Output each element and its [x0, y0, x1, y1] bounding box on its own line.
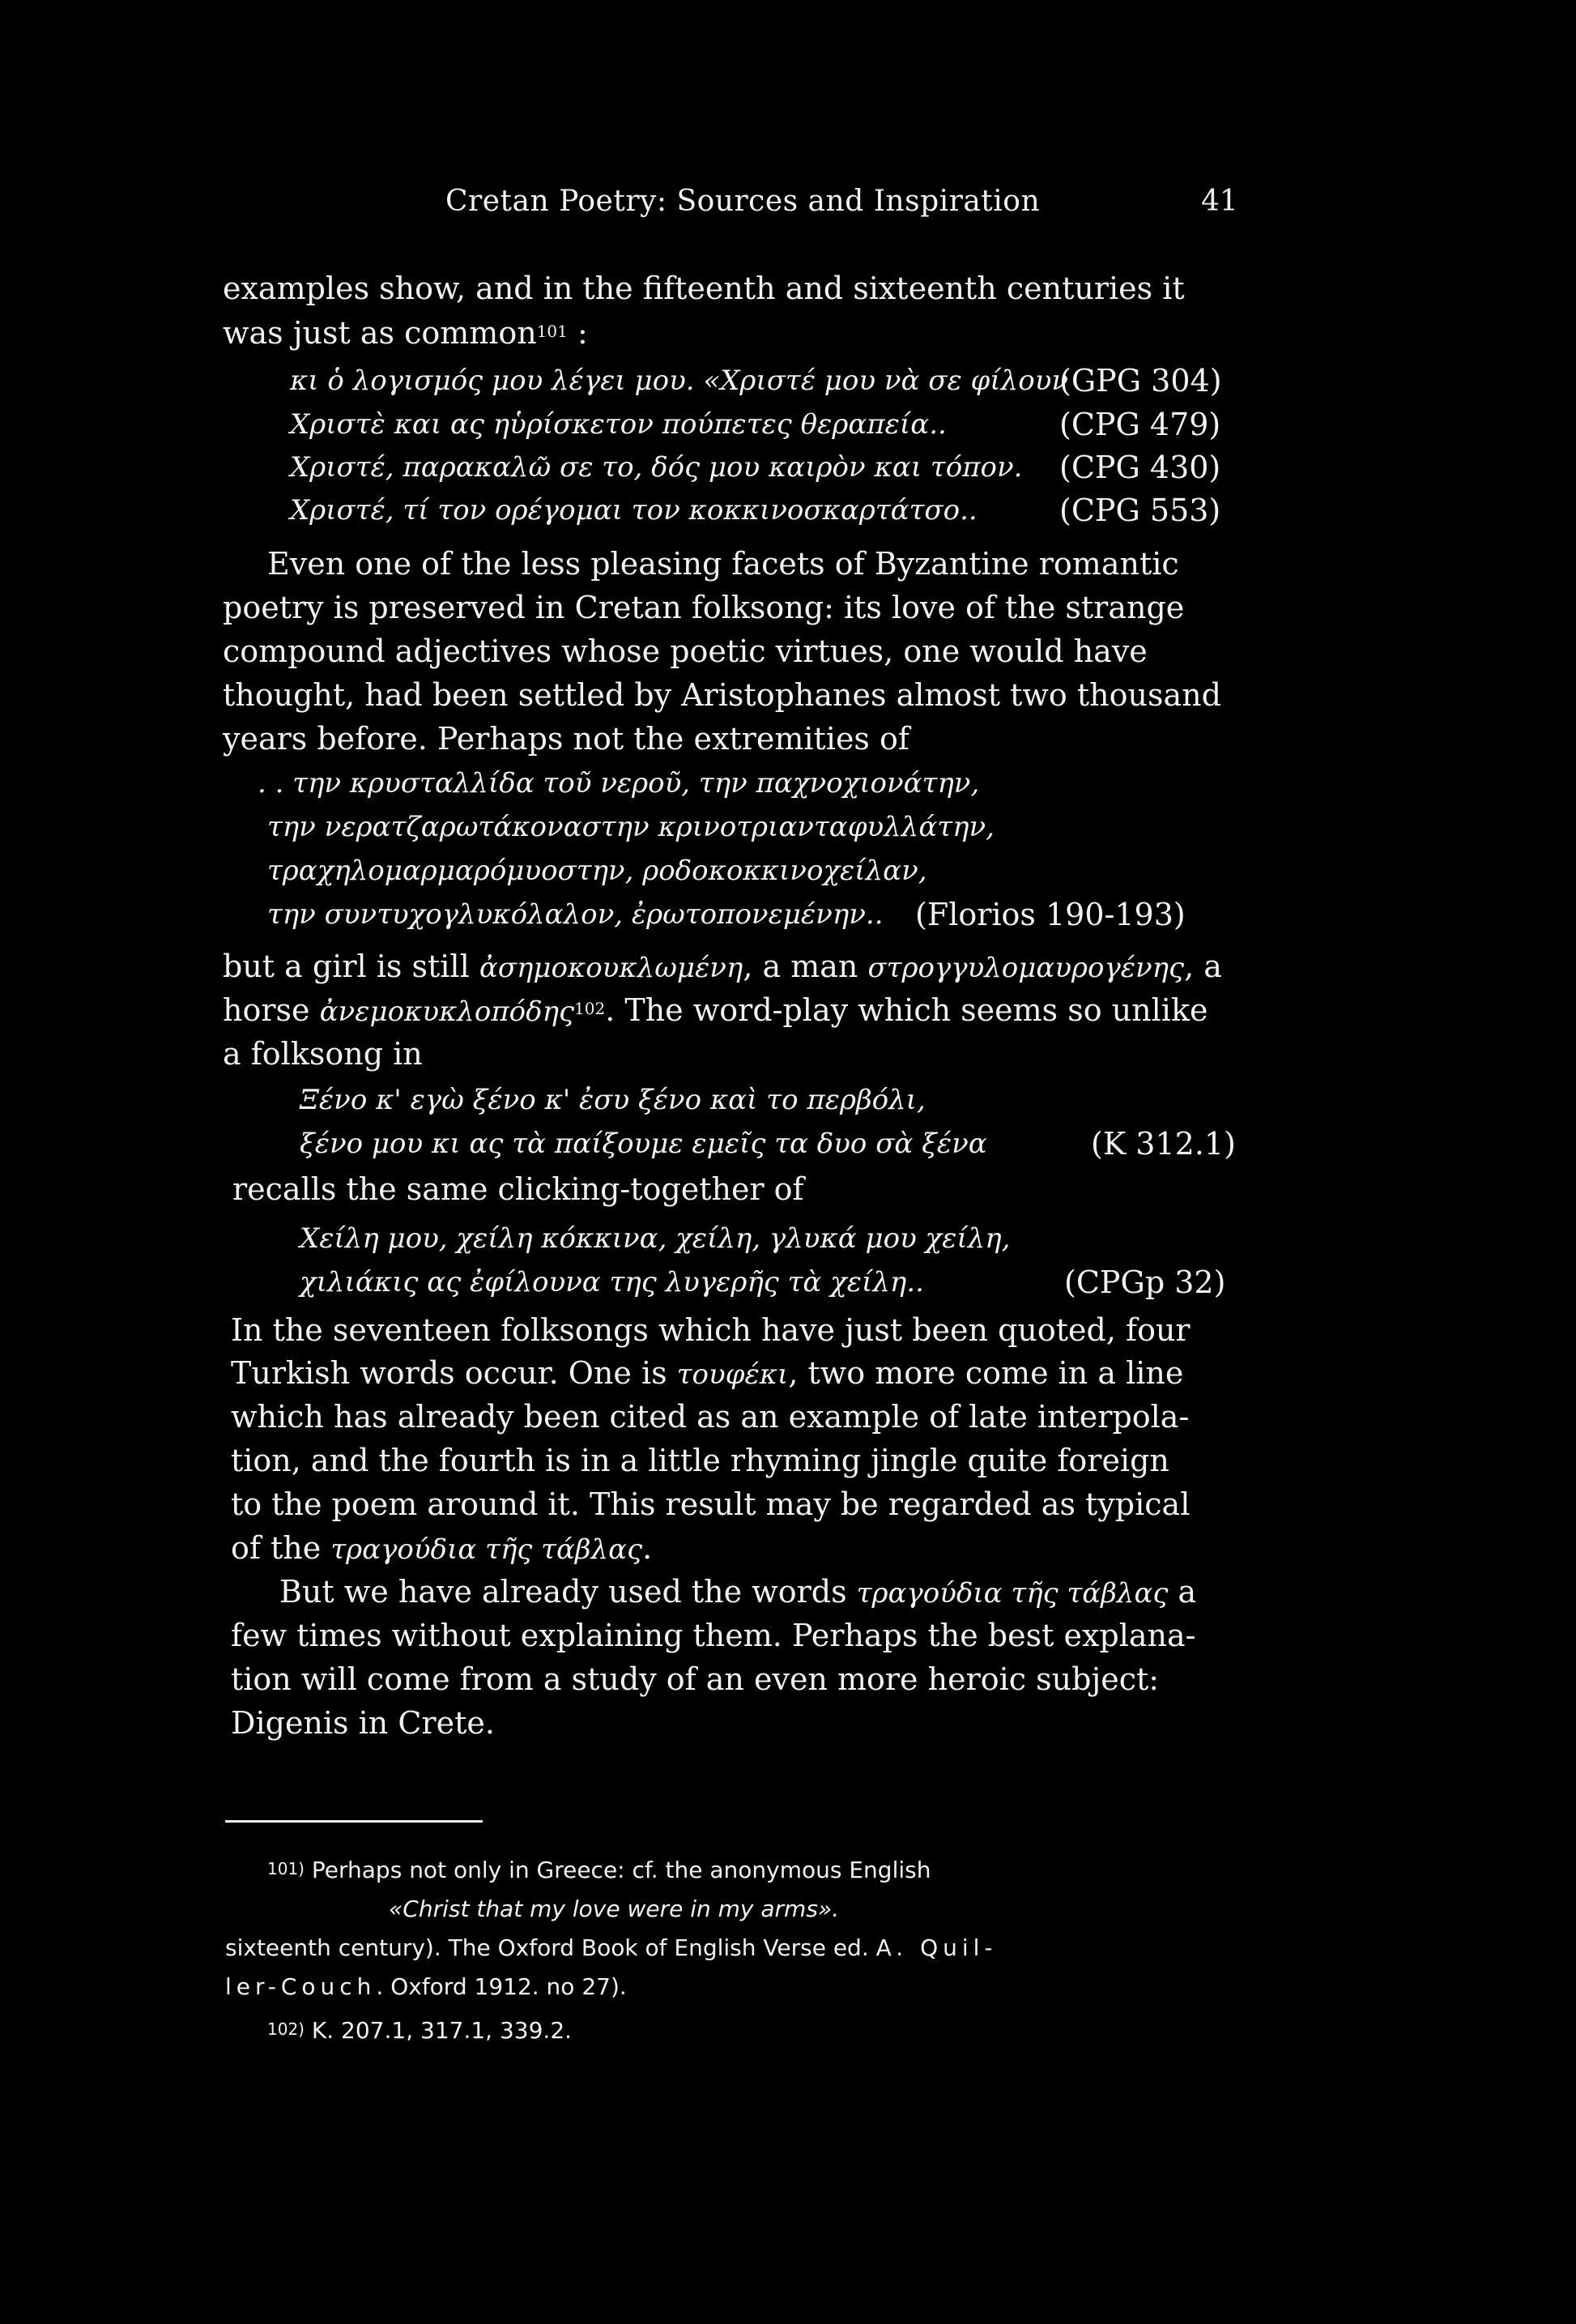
verse-citation: (CPG 479): [1059, 407, 1221, 442]
text-span: ler-Couch: [225, 1973, 377, 2000]
greek-verse: την συντυχογλυκόλαλον, ἐρωτοπονεμένην..: [267, 898, 884, 931]
text-span: but a girl is still: [223, 949, 479, 984]
text-line: which has already been cited as an example of late interpola-: [231, 1399, 1190, 1435]
text-line: examples show, and in the fifteenth and sixteenth centuries it: [223, 271, 1185, 306]
greek-verse: Χριστέ, τί τον ορέγομαι τον κοκκινοσκαρτάτσο..: [290, 494, 978, 527]
greek-verse: ξένο μου κι ας τὰ παίξουμε εμεῖς τα δυο σὰ ξένα: [300, 1128, 987, 1160]
text-line: tion, and the fourth is in a little rhyming jingle quite foreign: [231, 1443, 1169, 1478]
greek-verse: την νερατζαρωτάκοναστην κρινοτριανταφυλλάτην,: [267, 811, 995, 843]
footnote-line: [225, 1972, 627, 2002]
text-line: few times without explaining them. Perhaps the best explana-: [231, 1618, 1196, 1653]
page-header: [0, 185, 1576, 225]
text-span: Perhaps not only in Greece: cf. the anonymous English: [311, 1857, 931, 1883]
footnote-line: [267, 2015, 572, 2046]
greek-word: ἀσημοκουκλωμένη: [479, 952, 743, 984]
text-span: , two more come in a line: [788, 1355, 1184, 1391]
text-span: K. 207.1, 317.1, 339.2.: [311, 2017, 573, 2044]
greek-word: τραγούδια τῆς τάβλας: [856, 1577, 1169, 1610]
running-title: Cretan Poetry: Sources and Inspiration: [445, 185, 1041, 218]
text-span: was just as common: [223, 315, 537, 351]
text-span: Turkish words occur. One is: [231, 1355, 677, 1391]
text-line: compound adjectives whose poetic virtues, one would have: [223, 633, 1148, 669]
footnote-rule: [225, 1820, 483, 1823]
text-span: A. Quil-: [875, 1934, 998, 1961]
greek-verse: κι ὁ λογισμός μου λέγει μου. «Χριστέ μου νὰ σε φίλουν: [290, 365, 1069, 397]
greek-verse: Χριστὲ και ας ηὑρίσκετον πούπετες θεραπεία..: [290, 408, 947, 441]
text-line: [223, 948, 1222, 987]
greek-word: στρογγυλομαυρογένης: [867, 952, 1185, 984]
greek-verse: Χριστέ, παρακαλῶ σε το, δός μου καιρὸν και τόπον.: [290, 451, 1023, 484]
greek-word: ἀνεμοκυκλοπόδης: [319, 996, 575, 1028]
page-number: 41: [1201, 185, 1238, 218]
text-span: , a: [1184, 949, 1222, 984]
footnote-number: 102): [267, 2019, 305, 2039]
verse-citation: (CPGp 32): [1064, 1264, 1226, 1300]
footnote-line: «Christ that my love were in my arms».: [389, 1895, 840, 1922]
text-line: [223, 314, 588, 352]
greek-verse: χιλιάκις ας ἐφίλουνα της λυγερῆς τὰ χείλη..: [300, 1266, 924, 1298]
text-span: , a man: [743, 949, 868, 984]
text-span: a: [1168, 1574, 1197, 1610]
text-line: tion will come from a study of an even more heroic subject:: [231, 1661, 1160, 1697]
verse-citation: (Florios 190-193): [915, 897, 1186, 932]
text-line: Even one of the less pleasing facets of Byzantine romantic: [267, 546, 1179, 582]
text-line: [223, 991, 1208, 1030]
footnote-ref: 102: [574, 999, 606, 1018]
verse-citation: (CPG 430): [1059, 450, 1221, 485]
greek-word: τουφέκι: [676, 1358, 789, 1391]
verse-citation: (K 312.1): [1091, 1126, 1236, 1162]
footnote-number: 101): [267, 1859, 305, 1878]
greek-verse: . . την κρυσταλλίδα τοῦ νεροῦ, την παχνοχιονάτην,: [258, 767, 980, 800]
text-span: of the: [231, 1530, 331, 1566]
text-line: a folksong in: [223, 1036, 423, 1072]
footnote-ref: 101: [536, 322, 568, 341]
text-span: . The word-play which seems so unlike: [605, 992, 1208, 1028]
text-line: years before. Perhaps not the extremities of: [223, 721, 909, 757]
text-line: poetry is preserved in Cretan folksong: its love of the strange: [223, 590, 1185, 625]
text-span: But we have already used the words: [279, 1574, 857, 1610]
text-line: to the poem around it. This result may be regarded as typical: [231, 1486, 1191, 1522]
greek-verse: Ξένο κ' εγὼ ξένο κ' ἐσυ ξένο καὶ το περβόλι,: [300, 1084, 926, 1116]
greek-verse: Χείλη μου, χείλη κόκκινα, χείλη, γλυκά μου χείλη,: [300, 1222, 1011, 1255]
text-span: .: [642, 1530, 653, 1566]
verse-citation: (GPG 304): [1059, 363, 1222, 399]
greek-verse: τραχηλομαρμαρόμυοστην, ροδοκοκκινοχείλαν,: [267, 855, 927, 887]
text-span: horse: [223, 992, 320, 1028]
text-line: [231, 1354, 1183, 1393]
text-line: recalls the same clicking-together of: [232, 1171, 804, 1207]
text-line: [231, 1529, 652, 1568]
text-span: . Oxford 1912. no 27).: [376, 1973, 627, 2000]
verse-citation: (CPG 553): [1059, 493, 1221, 528]
text-span: sixteenth century). The Oxford Book of English Verse ed.: [225, 1934, 869, 1961]
text-line: In the seventeen folksongs which have just been quoted, four: [231, 1312, 1191, 1348]
footnote-line: [225, 1933, 998, 1964]
text-span: :: [567, 315, 588, 351]
text-line: Digenis in Crete.: [231, 1705, 495, 1741]
text-line: thought, had been settled by Aristophanes almost two thousand: [223, 677, 1221, 713]
text-line: [279, 1573, 1196, 1612]
footnote-line: [267, 1855, 931, 1886]
greek-word: τραγούδια τῆς τάβλας: [330, 1533, 643, 1566]
